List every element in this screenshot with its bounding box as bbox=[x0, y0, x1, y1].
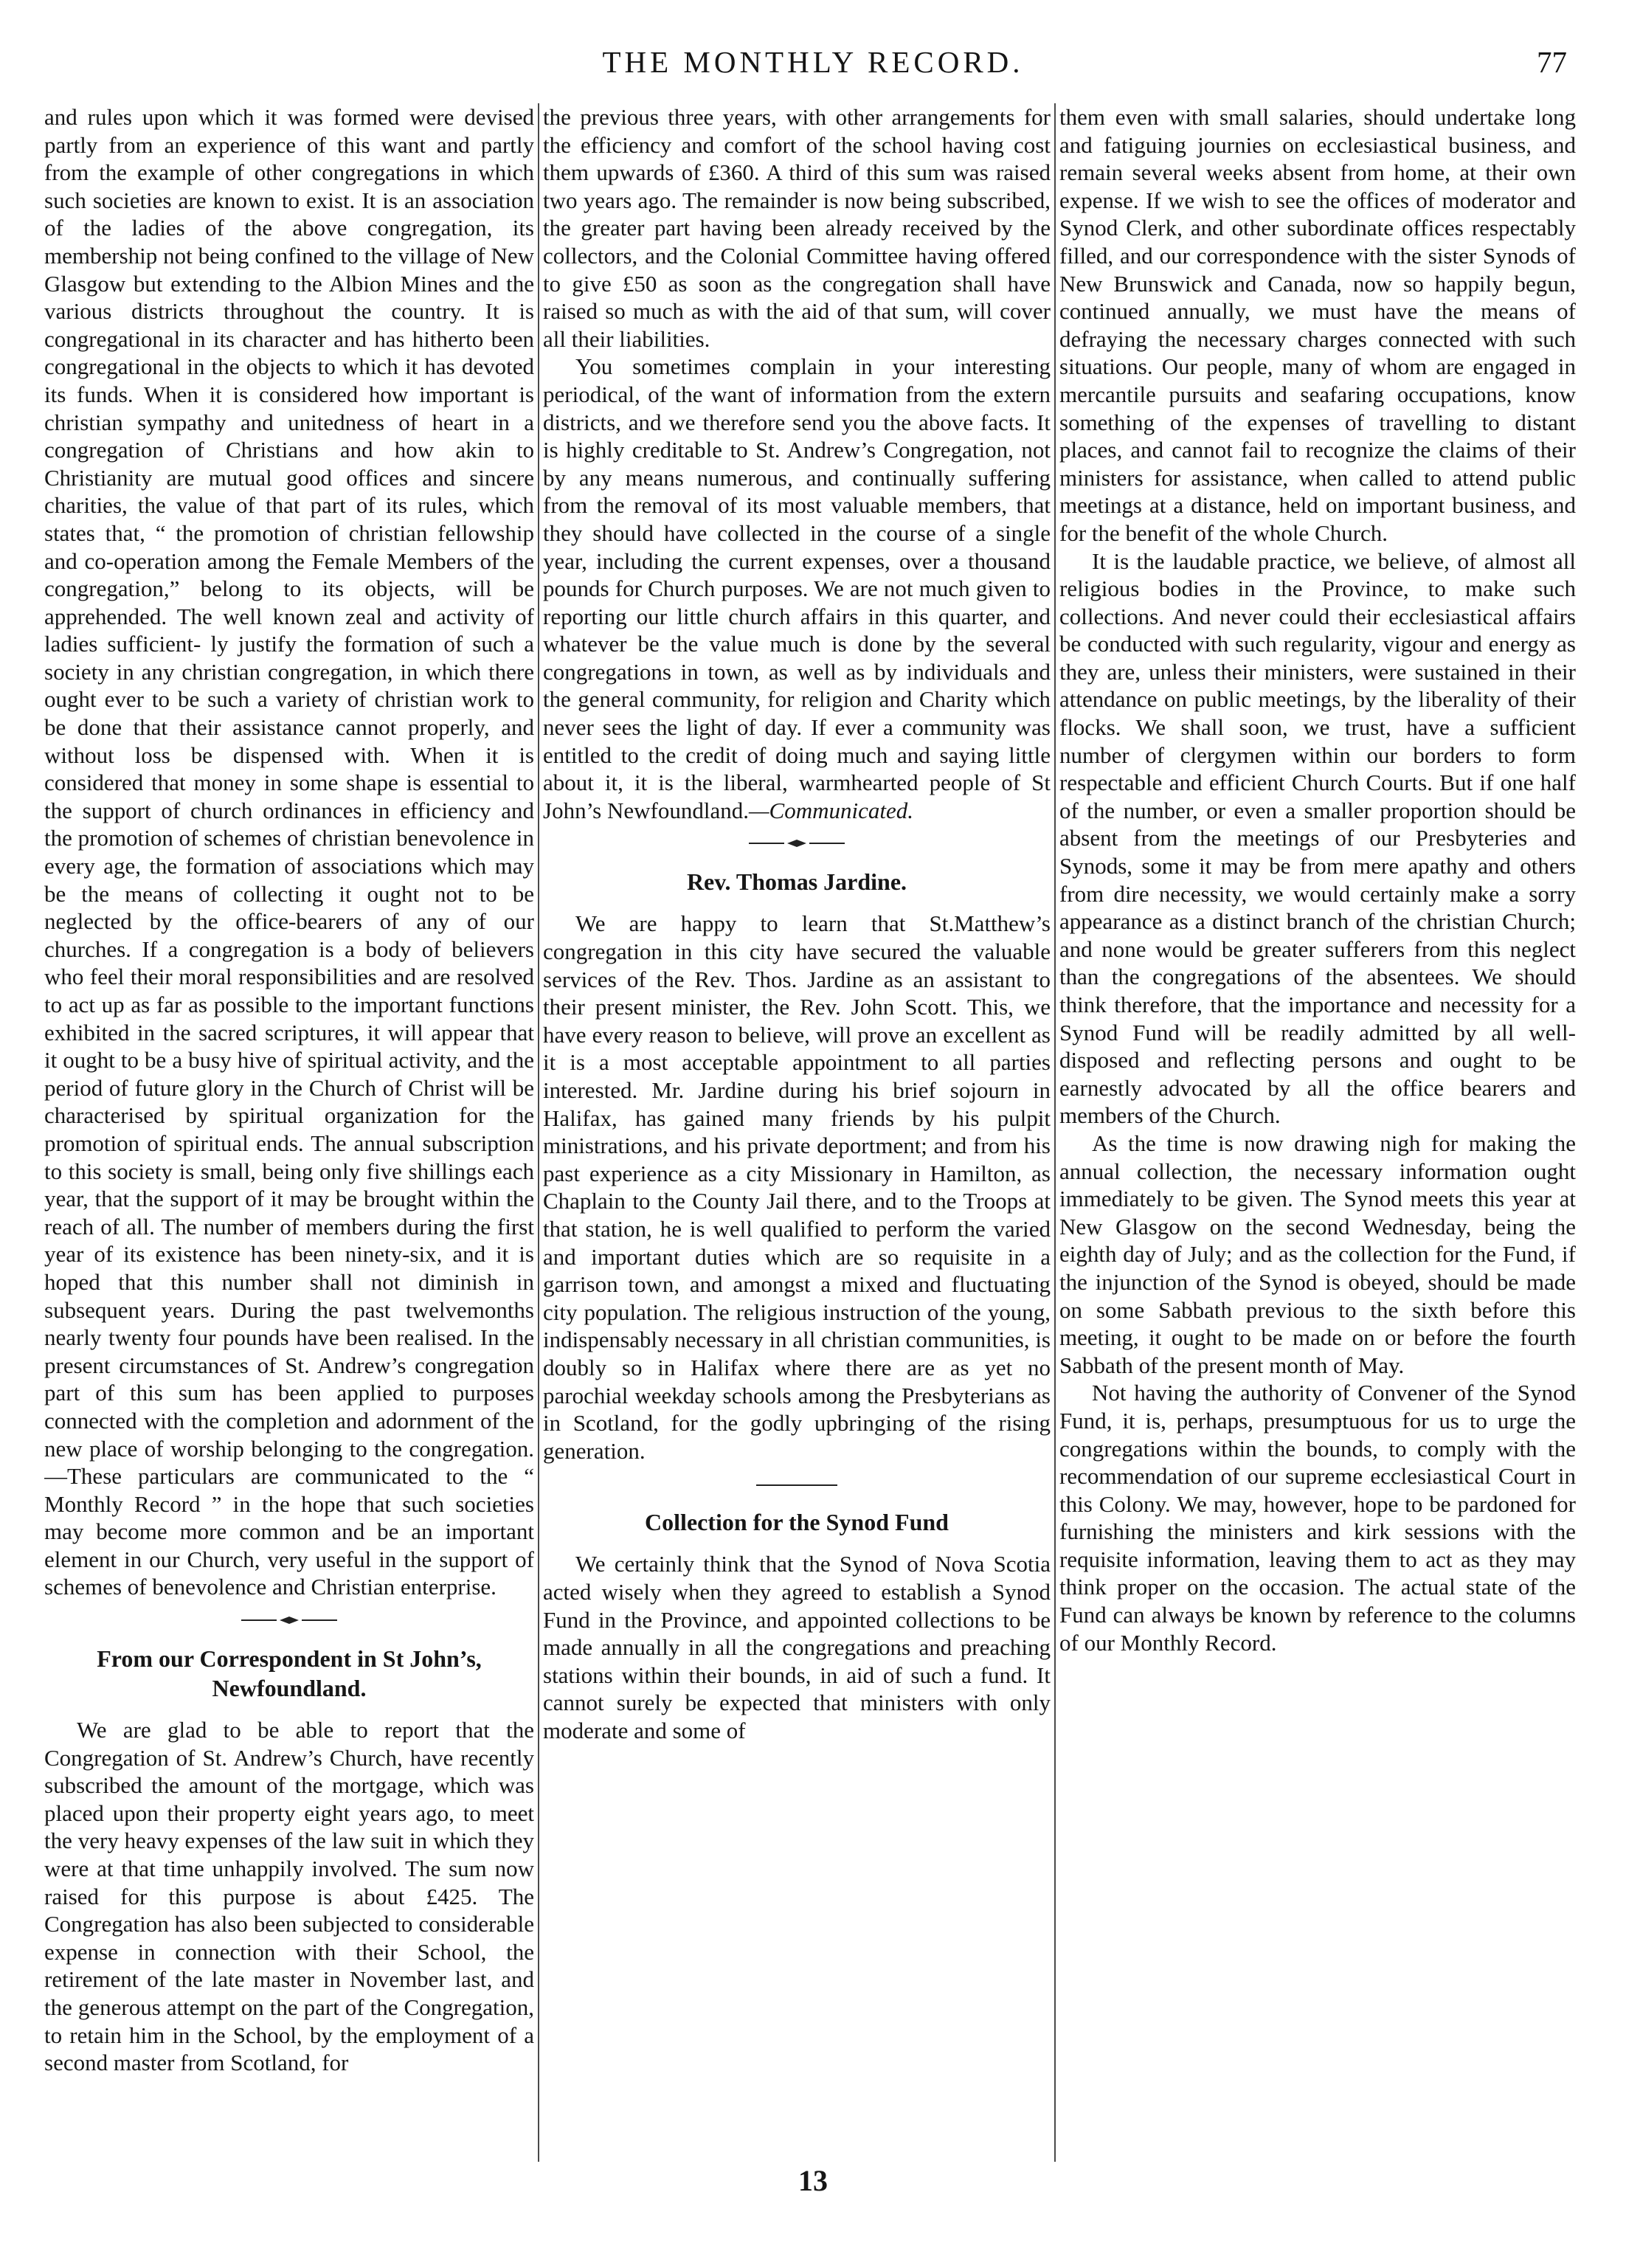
extern-districts-paragraph bbox=[543, 353, 1051, 824]
ornament-rule-icon bbox=[241, 1615, 337, 1625]
section-ornament bbox=[543, 837, 1051, 851]
column-rule-left bbox=[538, 103, 539, 2162]
jardine-paragraph: We are happy to learn that St.Matthew’s congregation in this city have secured the valuable services of the Rev. Thos. Jardine as an assistant to their present minister, the Rev. John Scott. This, we have every reason to believe, will prove an excellent as it is a most acceptable appointment to all parties interested. Mr. Jardine during his brief sojourn in Halifax, has gained many friends by his pulpit ministrations, and his private deportment; and from his past experience as a city Missionary in Hamilton, as Chaplain to the County Jail there, and to the Troops at that station, he is well qualified to perform the varied and important duties which are so requisite in a garrison town, and amongst a mixed and fluctuating city population. The religious instruction of the young, indispensably necessary in all christian communities, is doubly so in Halifax where there are as yet no parochial weekday schools among the Presbyterians as in Scotland, for the godly upbringing of the rising generation. bbox=[543, 910, 1051, 1464]
convener-paragraph: Not having the authority of Convener of the Synod Fund, it is, perhaps, presumptuous for us to urge the congregations within the bounds, to comply with the recommendation of our supreme ecclesiastical Court in this Colony. We may, however, hope to be pardoned for furnishing the ministers and kirk sessions with the requisite information, leaving them to act as they may think proper on the occasion. The actual state of the Fund can always be known by reference to the columns of our Monthly Record. bbox=[1059, 1380, 1576, 1656]
column-middle bbox=[543, 103, 1051, 2177]
laudable-practice-paragraph: It is the laudable practice, we believe, of almost all religious bodies in the Province, to make such collections. And never could their ecclesiastical affairs be conducted with such regularity, vigour and energy as they are, unless their ministers, were sustained in their attendance on public meetings, by the liberality of their flocks. We shall soon, we trust, have a sufficient number of clergymen within our borders to form respectable and efficient Church Courts. But if one half of the number, or even a smaller proportion should be absent from the meetings of our Presbyteries and Synods, some it may be from mere apathy and others from dire necessity, we would certainly make a sorry appearance as a distinct branch of the christian Church; and none would be greater sufferers from this neglect than the congregations of the absentees. We should think therefore, that the importance and necessity for a Synod Fund will be readily admitted by all well-disposed and reflecting persons and ought to be earnestly advocated by all the office bearers and members of the Church. bbox=[1059, 547, 1576, 1129]
column-rule-right bbox=[1054, 103, 1056, 2162]
extern-districts-text: You sometimes complain in your interesting periodical, of the want of information from the extern districts, and we therefore send you the above facts. It is highly creditable to St. Andrew’s Congregation, not by any means numerous, and continually suffering from the removal of its most valuable members, that they should have collected in the course of a single year, including the current expenses, over a thousand pounds for Church purposes. We are not much given to reporting our little church affairs in this quarter, and whatever be the value much is done by the several congregations in town, as well as by individuals and the general community, for religion and Charity which never sees the light of day. If ever a community was entitled to the credit of doing much and saying little about it, it is the liberal, warmhearted people of St John’s Newfoundland. bbox=[543, 353, 1051, 823]
short-rule-icon bbox=[756, 1482, 837, 1489]
page-number: 77 bbox=[1537, 45, 1567, 79]
column-right bbox=[1059, 103, 1576, 2177]
section-rule bbox=[543, 1478, 1051, 1491]
running-header bbox=[30, 44, 1596, 89]
synod-fund-paragraph: We certainly think that the Synod of Nova Scotia acted wisely when they agreed to establish a Synod Fund in the Province, and appointed collections to be made annually in all the congregations and preaching stations within their bounds, in aid of such a fund. It cannot surely be expected that ministers with only moderate and some of bbox=[543, 1551, 1051, 1743]
st-johns-correspondent-heading: From our Correspondent in St John’s, Newfoundland. bbox=[97, 1645, 482, 1702]
salaries-paragraph: them even with small salaries, should undertake long and fatiguing journies on ecclesiastical business, and remain several weeks absent from home, at their own expense. If we wish to see the offices of moderator and Synod Clerk, and other subordinate offices respectably filled, and our correspondence with the sister Synods of New Brunswick and Canada, now so happily begun, continued annually, we must have the means of defraying the necessary charges connected with such situations. Our people, many of whom are engaged in mercantile pursuits and seafaring occupations, know something of the expenses of travelling to distant places, and cannot fail to recognize the claims of their ministers for assistance, when called to attend public meetings at a distance, held on important business, and for the benefit of the whole Church. bbox=[1059, 104, 1576, 546]
annual-collection-paragraph: As the time is now drawing nigh for making the annual collection, the necessary information ought immediately to be given. The Synod meets this year at New Glasgow on the second Wednesday, being the eighth day of July; and as the collection for the Fund, if the injunction of the Synod is obeyed, should be made on some Sabbath previous to the sixth before this meeting, it ought to be made on or before the fourth Sabbath of the present month of May. bbox=[1059, 1130, 1576, 1378]
synod-fund-heading: Collection for the Synod Fund bbox=[645, 1509, 949, 1536]
school-costs-paragraph: the previous three years, with other arrangements for the efficiency and comfort of the school having cost them upwards of £360. A third of this sum was raised two years ago. The remainder is now being subscribed, the greater part having been already received by the collectors, and the Colonial Committee having offered to give £50 as soon as the congregation shall have raised so much as with the aid of that sum, will cover all their liabilities. bbox=[543, 104, 1051, 352]
communicated-signature: —Communicated. bbox=[748, 797, 913, 823]
ornament-rule-icon bbox=[749, 838, 845, 848]
st-johns-report-paragraph: We are glad to be able to report that the Congregation of St. Andrew’s Church, have recently subscribed the amount of the mortgage, which was placed upon their property eight years ago, to meet the very heavy expenses of the law suit in which they were at that time unhappily involved. The sum now raised for this purpose is about £425. The Congregation has also been subjected to considerable expense in connection with their School, the retirement of the late master in November last, and the generous attempt on the part of the Congregation, to retain him in the School, by the employment of a second master from Scotland, for bbox=[44, 1717, 534, 2076]
signature-mark: 13 bbox=[798, 2164, 828, 2197]
ladies-association-paragraph: and rules upon which it was formed were devised partly from an experience of this want and partly from the example of other congregations in which such societies are known to exist. It is an association of the ladies of the above congregation, its membership not being confined to the village of New Glasgow but extending to the Albion Mines and the various districts throughout the country. It is congregational in its character and has hitherto been congregational in the objects to which it has devoted its funds. When it is considered how important is christian sympathy and unitedness of heart in a congregation of Christians and how akin to Christianity are mutual good offices and sincere charities, the value of that part of its rules, which states that, “ the promotion of christian fellowship and co-operation among the Female Members of the congregation,” belong to its objects, will be apprehended. The well known zeal and activity of ladies sufficient- ly justify the formation of such a society in any christian congregation, in which there ought ever to be such a variety of christian work to be done that their assistance cannot properly, and without loss be dispensed with. When it is considered that money in some shape is essential to the support of church ordinances in efficiency and the promotion of schemes of christian benevolence in every age, the formation of associations which may be the means of collecting it ought not to be neglected by the office-bearers of any of our churches. If a congregation is a body of believers who feel their moral responsibilities and are resolved to act up as far as possible to the important functions exhibited in the sacred scriptures, it will appear that it ought to be a busy hive of spiritual activity, and the period of future glory in the Church of Christ will be characterised by spiritual organization for the promotion of spiritual ends. The annual subscription to this society is small, being only five shillings each year, that the support of it may be brought within the reach of all. The number of members during the first year of its existence has been ninety-six, and it is hoped that this number shall not diminish in subsequent years. During the past twelvemonths nearly twenty four pounds have been realised. In the present circumstances of St. Andrew’s congregation part of this sum has been applied to purposes connected with the completion and adornment of the new place of worship belonging to the congregation.—These particulars are communicated to the “ Monthly Record ” in the hope that such societies may become more common and be an important element in our Church, very useful in the support of schemes of benevolence and Christian enterprise. bbox=[44, 104, 534, 1600]
running-title: THE MONTHLY RECORD. bbox=[602, 45, 1024, 79]
column-left bbox=[44, 103, 534, 2177]
section-ornament bbox=[44, 1614, 534, 1628]
jardine-heading: Rev. Thomas Jardine. bbox=[686, 868, 907, 896]
